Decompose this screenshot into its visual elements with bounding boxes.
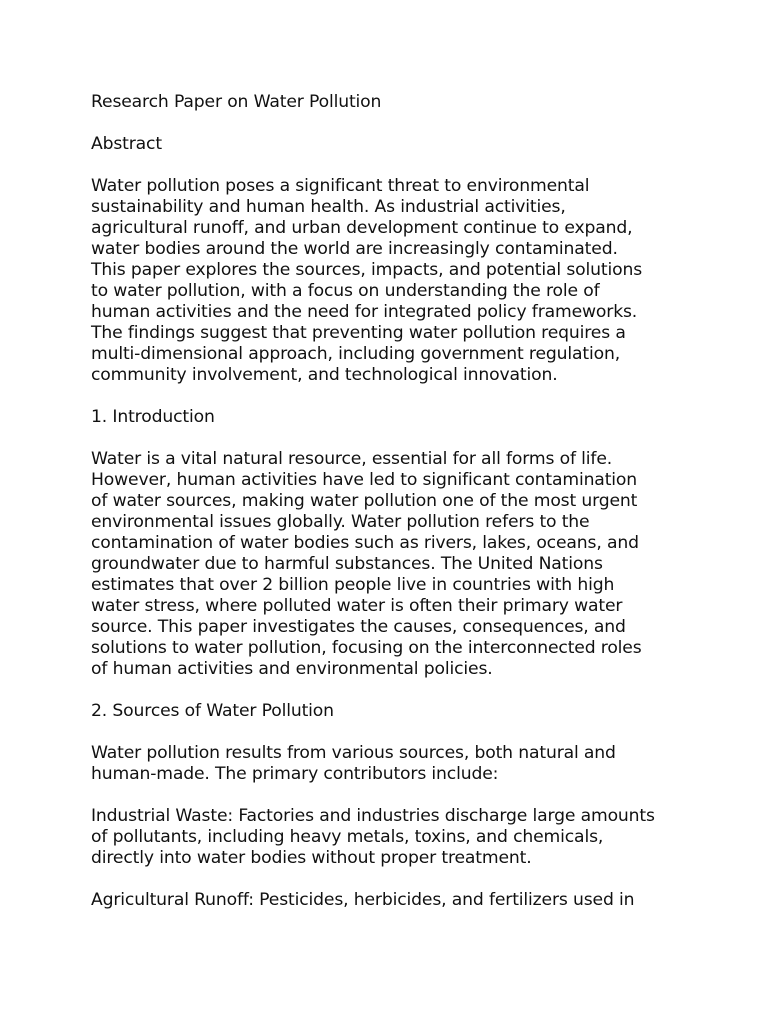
abstract-paragraph (91, 176, 691, 386)
text-line: estimates that over 2 billion people live in countries with high (91, 575, 615, 595)
sources-heading: 2. Sources of Water Pollution (91, 701, 334, 721)
introduction-paragraph (91, 449, 691, 680)
text-line: of pollutants, including heavy metals, toxins, and chemicals, (91, 827, 604, 847)
text-line: water bodies around the world are increasingly contaminated. (91, 239, 618, 259)
text-line: solutions to water pollution, focusing on the interconnected roles (91, 638, 642, 658)
document-title: Research Paper on Water Pollution (91, 92, 382, 112)
text-line: Water pollution results from various sources, both natural and (91, 743, 616, 763)
text-line: water stress, where polluted water is often their primary water (91, 596, 623, 616)
text-line: of water sources, making water pollution one of the most urgent (91, 491, 638, 511)
text-line: This paper explores the sources, impacts, and potential solutions (91, 260, 643, 280)
text-line: human activities and the need for integrated policy frameworks. (91, 302, 638, 322)
abstract-heading: Abstract (91, 134, 162, 154)
agricultural-runoff-paragraph (91, 890, 691, 911)
introduction-heading: 1. Introduction (91, 407, 215, 427)
text-line: The findings suggest that preventing water pollution requires a (91, 323, 626, 343)
text-line: community involvement, and technological innovation. (91, 365, 558, 385)
text-line: Industrial Waste: Factories and industries discharge large amounts (91, 806, 655, 826)
text-line: of human activities and environmental policies. (91, 659, 493, 679)
industrial-waste-paragraph (91, 806, 691, 869)
text-line: multi-dimensional approach, including government regulation, (91, 344, 621, 364)
document-body (91, 92, 691, 932)
text-line: environmental issues globally. Water pollution refers to the (91, 512, 590, 532)
text-line: Water is a vital natural resource, essential for all forms of life. (91, 449, 613, 469)
text-line: source. This paper investigates the causes, consequences, and (91, 617, 626, 637)
text-line: directly into water bodies without proper treatment. (91, 848, 532, 868)
text-line: contamination of water bodies such as rivers, lakes, oceans, and (91, 533, 639, 553)
text-line: However, human activities have led to significant contamination (91, 470, 638, 490)
text-line: Agricultural Runoff: Pesticides, herbicides, and fertilizers used in (91, 890, 635, 910)
text-line: Water pollution poses a significant threat to environmental (91, 176, 590, 196)
text-line: agricultural runoff, and urban development continue to expand, (91, 218, 633, 238)
text-line: groundwater due to harmful substances. The United Nations (91, 554, 603, 574)
sources-intro-paragraph (91, 743, 691, 785)
text-line: sustainability and human health. As industrial activities, (91, 197, 566, 217)
text-line: human-made. The primary contributors include: (91, 764, 499, 784)
text-line: to water pollution, with a focus on understanding the role of (91, 281, 600, 301)
